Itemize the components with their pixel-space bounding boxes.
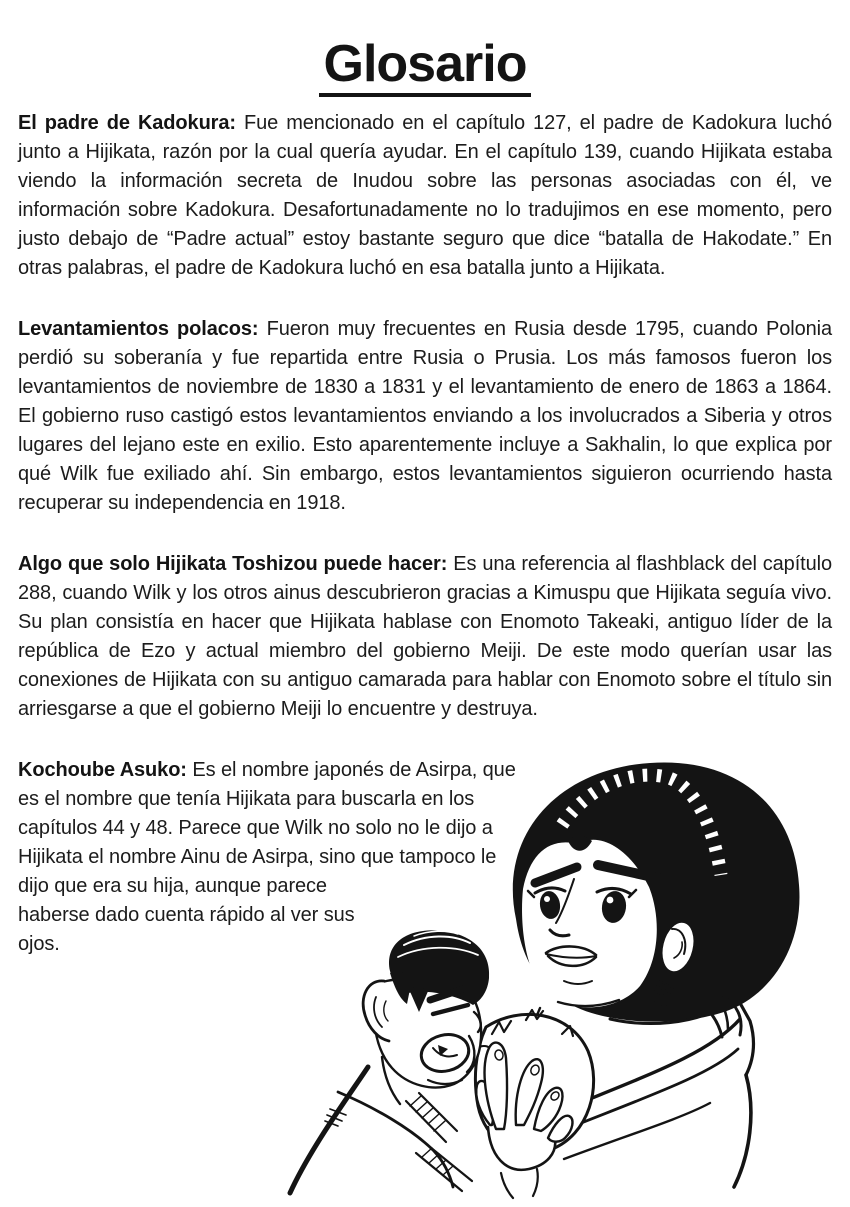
- entry-text: Es una referencia al flashblack del capítulo 288, cuando Wilk y los otros ainus descubrieron gracias a Kimuspu que Hijikata seguía vivo. Su plan consistía en hacer que Hijikata hablase con Enomoto Takeaki, antiguo líder de la república de Ezo y actual miembro del gobierno Meiji. De este modo querían usar las conexiones de Hijikata con su antiguo camarada para hablar con Enomoto sobre el título sin arriesgarse a que el gobierno Meiji lo encuentre y destruya.: [18, 553, 832, 720]
- glossary-entry: [18, 109, 832, 283]
- entry-text: Fue mencionado en el capítulo 127, el padre de Kadokura luchó junto a Hijikata, razón por la cual quería ayudar. En el capítulo 139, cuando Hijikata estaba viendo la información secreta de Inudou sobre las personas asociadas con él, ve información sobre Kadokura. Desafortunadamente no lo tradujimos en ese momento, pero justo debajo de “Padre actual” estoy bastante seguro que dice “batalla de Hakodate.” En otras palabras, el padre de Kadokura luchó en esa batalla junto a Hijikata.: [18, 112, 832, 279]
- entry-term: Levantamientos polacos:: [18, 318, 259, 340]
- glossary-entry: [18, 550, 832, 724]
- entry-text: Fueron muy frecuentes en Rusia desde 1795, cuando Polonia perdió su soberanía y fue repartida entre Rusia o Prusia. Los más famosos fueron los levantamientos de noviembre de 1830 a 1831 y el levantamiento de enero de 1863 a 1864. El gobierno ruso castigó estos levantamientos enviando a los involucrados a Siberia y otros lugares del lejano este en exilio. Esto aparentemente incluye a Sakhalin, lo que explica por qué Wilk fue exiliado ahí. Sin embargo, estos levantamientos siguieron ocurriendo hasta recuperar su independencia en 1918.: [18, 318, 832, 514]
- page-title: [0, 0, 850, 97]
- manga-illustration-svg: [278, 757, 808, 1207]
- father-head-drawing: [363, 930, 489, 1104]
- page-title-text: Glosario: [319, 38, 532, 97]
- entry-text: Es el nombre japonés de Asirpa, que es el nombre que tenía Hijikata para buscarla en los capítulos 44 y 48. Parece que Wilk no solo no le dijo a Hijikata el nombre Ainu de Asirpa, sino que tampoco le dijo que era su hija, aunque parece haberse dado cuenta rápido al ver sus ojos.: [18, 759, 516, 955]
- entry-term: Kochoube Asuko:: [18, 759, 187, 781]
- entry-term: El padre de Kadokura:: [18, 112, 236, 134]
- sling-strap-drawing: [406, 1093, 472, 1191]
- baby-head-drawing: [513, 762, 800, 1032]
- entry-term: Algo que solo Hijikata Toshizou puede hacer:: [18, 553, 448, 575]
- glossary-entry: [18, 315, 832, 518]
- manga-illustration: [278, 757, 808, 1207]
